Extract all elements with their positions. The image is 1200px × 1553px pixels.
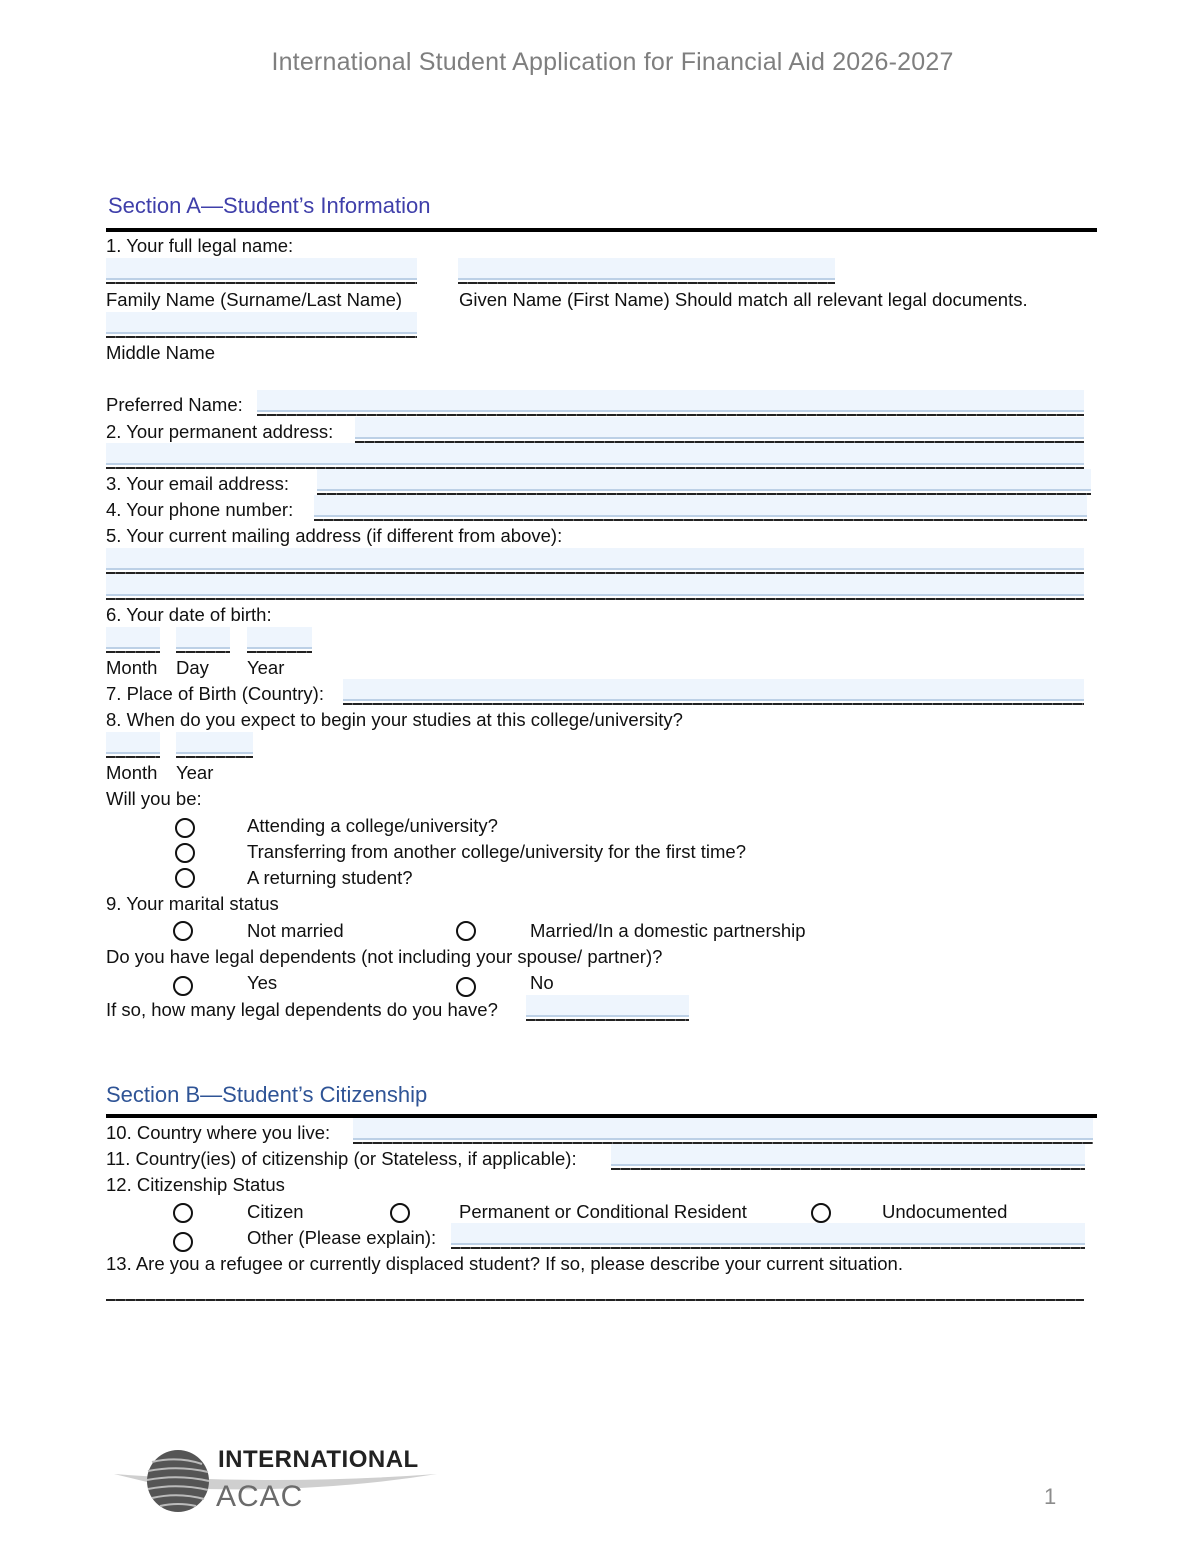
- middle-name-input[interactable]: [106, 312, 417, 338]
- given-name-input[interactable]: [458, 258, 835, 284]
- q11-label: 11. Country(ies) of citizenship (or Stateless, if applicable):: [106, 1148, 577, 1169]
- start-year-input[interactable]: [176, 732, 253, 758]
- logo-line1: INTERNATIONAL: [218, 1446, 419, 1473]
- mailing-address-line2-input[interactable]: [106, 574, 1084, 600]
- radio-not-married[interactable]: [173, 921, 193, 941]
- dob-day-input[interactable]: [176, 627, 230, 653]
- family-name-input[interactable]: [106, 258, 417, 284]
- start-month-input[interactable]: [106, 732, 160, 758]
- radio-other[interactable]: [173, 1232, 193, 1252]
- dob-year-label: Year: [247, 657, 285, 678]
- option-undocumented-label: Undocumented: [882, 1201, 1008, 1222]
- q8-label: 8. When do you expect to begin your studies at this college/university?: [106, 709, 683, 730]
- middle-name-label: Middle Name: [106, 342, 215, 363]
- radio-dependents-no[interactable]: [456, 977, 476, 997]
- option-attending-label: Attending a college/university?: [247, 815, 498, 836]
- radio-undocumented[interactable]: [811, 1203, 831, 1223]
- logo-line2: ACAC: [216, 1480, 304, 1513]
- q1-label: 1. Your full legal name:: [106, 235, 294, 256]
- radio-dependents-yes[interactable]: [173, 976, 193, 996]
- option-citizen-label: Citizen: [247, 1201, 304, 1222]
- q4-label: 4. Your phone number:: [106, 499, 294, 520]
- permanent-address-input[interactable]: [355, 417, 1084, 443]
- dependents-label: Do you have legal dependents (not including your spouse/ partner)?: [106, 946, 663, 967]
- section-a-title: Section A—Student’s Information: [108, 193, 431, 218]
- dob-year-input[interactable]: [247, 627, 312, 653]
- option-married-label: Married/In a domestic partnership: [530, 920, 806, 941]
- section-b-title: Section B—Student’s Citizenship: [106, 1082, 428, 1107]
- option-other-label: Other (Please explain):: [247, 1227, 437, 1248]
- other-explain-input[interactable]: [451, 1223, 1085, 1249]
- country-live-input[interactable]: [353, 1118, 1093, 1144]
- dob-month-input[interactable]: [106, 627, 160, 653]
- q9-label: 9. Your marital status: [106, 893, 279, 914]
- start-month-label: Month: [106, 762, 158, 783]
- dob-month-label: Month: [106, 657, 158, 678]
- radio-returning[interactable]: [175, 868, 195, 888]
- radio-transferring[interactable]: [175, 843, 195, 863]
- family-name-label: Family Name (Surname/Last Name): [106, 289, 403, 310]
- radio-attending[interactable]: [175, 818, 195, 838]
- preferred-name-input[interactable]: [257, 390, 1084, 416]
- radio-permanent-resident[interactable]: [390, 1203, 410, 1223]
- refugee-description-input[interactable]: [106, 1275, 1084, 1301]
- q10-label: 10. Country where you live:: [106, 1122, 331, 1143]
- q7-label: 7. Place of Birth (Country):: [106, 683, 324, 704]
- option-returning-label: A returning student?: [247, 867, 413, 888]
- mailing-address-input[interactable]: [106, 548, 1084, 574]
- permanent-address-line2-input[interactable]: [106, 443, 1084, 469]
- section-a-rule: [106, 228, 1097, 232]
- option-yes-label: Yes: [247, 972, 278, 993]
- dob-day-label: Day: [176, 657, 209, 678]
- q2-label: 2. Your permanent address:: [106, 421, 334, 442]
- option-not-married-label: Not married: [247, 920, 344, 941]
- radio-citizen[interactable]: [173, 1203, 193, 1223]
- option-transferring-label: Transferring from another college/university for the first time?: [247, 841, 747, 862]
- start-year-label: Year: [176, 762, 214, 783]
- page-number: 1: [1044, 1484, 1057, 1509]
- document-title: International Student Application for Financial Aid 2026-2027: [271, 48, 954, 76]
- q13-label: 13. Are you a refugee or currently displaced student? If so, please describe your current situation.: [106, 1253, 903, 1274]
- phone-input[interactable]: [314, 495, 1087, 521]
- q3-label: 3. Your email address:: [106, 473, 290, 494]
- q6-label: 6. Your date of birth:: [106, 604, 272, 625]
- option-no-label: No: [530, 972, 554, 993]
- option-permanent-resident-label: Permanent or Conditional Resident: [459, 1201, 747, 1222]
- dependents-count-input[interactable]: [526, 995, 689, 1021]
- citizenship-country-input[interactable]: [611, 1144, 1085, 1170]
- email-input[interactable]: [317, 469, 1091, 495]
- will-you-be-label: Will you be:: [106, 788, 202, 809]
- dependents-count-label: If so, how many legal dependents do you have?: [106, 999, 498, 1020]
- q12-label: 12. Citizenship Status: [106, 1174, 285, 1195]
- given-name-label: Given Name (First Name) Should match all relevant legal documents.: [459, 289, 1028, 310]
- international-acac-logo: [112, 1444, 442, 1516]
- radio-married[interactable]: [456, 921, 476, 941]
- birth-country-input[interactable]: [343, 679, 1084, 705]
- q5-label: 5. Your current mailing address (if different from above):: [106, 525, 563, 546]
- preferred-name-label: Preferred Name:: [106, 394, 243, 415]
